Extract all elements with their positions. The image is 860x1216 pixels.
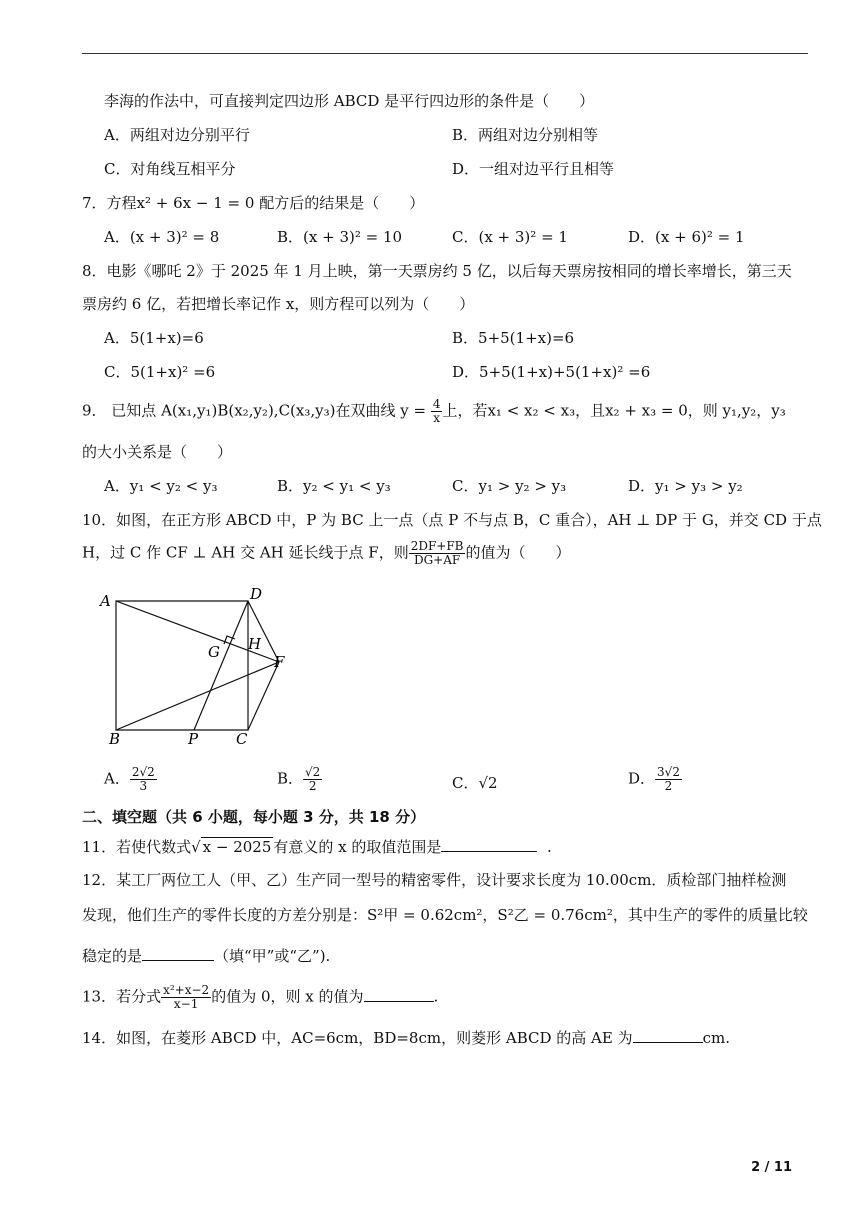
q9-option-a: A．y₁ < y₂ < y₃ bbox=[104, 477, 218, 495]
q12-line3 bbox=[82, 945, 330, 966]
line-cf bbox=[248, 662, 279, 730]
q14-part-a: 14．如图，在菱形 ABCD 中，AC=6cm，BD=8cm，则菱形 ABCD 的高 AE 为 bbox=[82, 1029, 633, 1047]
q9-stem-part-a: 9． 已知点 A(x₁,y₁)B(x₂,y₂),C(x₃,y₃)在双曲线 y = bbox=[82, 401, 431, 420]
q10-stem-part-a: H，过 C 作 CF ⊥ AH 交 AH 延长线于点 F，则 bbox=[82, 543, 409, 562]
label-d: D bbox=[250, 585, 263, 603]
q10-square-figure bbox=[96, 585, 296, 750]
q10-fraction bbox=[409, 540, 466, 567]
q8-stem-line1: 8．电影《哪吒 2》于 2025 年 1 月上映，第一天票房约 5 亿，以后每天票房按相同的增长率增长，第三天 bbox=[82, 262, 792, 280]
q10-frac-num: 2DF+FB bbox=[410, 539, 464, 553]
q11-stem: 11．若使代数式√ x − 2025 有意义的 x 的取值范围是 . bbox=[82, 838, 552, 856]
q14-stem bbox=[82, 1027, 730, 1048]
q9-option-c: C．y₁ > y₂ > y₃ bbox=[452, 477, 567, 495]
q10-option-a bbox=[104, 766, 157, 793]
q9-option-d: D．y₁ > y₃ > y₂ bbox=[628, 477, 743, 495]
q8-option-c: C．5(1+x)² =6 bbox=[104, 363, 216, 381]
q10-option-c bbox=[452, 772, 498, 793]
q10-option-d-den: 2 bbox=[664, 779, 673, 793]
q12-line2: 发现，他们生产的零件长度的方差分别是：S²甲 = 0.62cm²，S²乙 = 0.76cm²，其中生产的零件的质量比较 bbox=[82, 906, 808, 924]
q10-option-d-frac bbox=[655, 766, 682, 793]
label-p: P bbox=[188, 730, 199, 748]
page-number: 2 / 11 bbox=[751, 1160, 792, 1175]
q8-option-a: A．5(1+x)=6 bbox=[104, 329, 204, 347]
q7-option-c: C．(x + 3)² = 1 bbox=[452, 228, 568, 246]
label-b: B bbox=[109, 730, 121, 748]
q8-option-d: D．5+5(1+x)+5(1+x)² =6 bbox=[452, 363, 651, 381]
q13-frac-num: x²+x−2 bbox=[163, 983, 210, 997]
q10-option-a-frac bbox=[130, 766, 157, 793]
q10-stem-line2 bbox=[82, 540, 571, 567]
q10-option-b-num: √2 bbox=[305, 765, 321, 779]
label-c: C bbox=[236, 730, 248, 748]
q12-line3-a: 稳定的是 bbox=[82, 947, 143, 965]
q13-part-a: 13．若分式 bbox=[82, 987, 162, 1006]
q10-option-d-num: 3√2 bbox=[657, 765, 680, 779]
q7-option-b: B．(x + 3)² = 10 bbox=[277, 228, 403, 246]
q10-option-b-den: 2 bbox=[308, 779, 317, 793]
q13-frac-den: x−1 bbox=[173, 997, 199, 1011]
q14-answer-blank[interactable] bbox=[633, 1028, 703, 1043]
line-bf bbox=[116, 662, 279, 730]
q13-stem bbox=[82, 984, 438, 1011]
q13-answer-blank[interactable] bbox=[364, 987, 434, 1002]
q10-option-c-prefix: C． bbox=[452, 774, 479, 792]
q11-end: . bbox=[546, 838, 552, 856]
q6-option-c: C．对角线互相平分 bbox=[104, 160, 236, 178]
q12-line3-b: （填“甲”或“乙”). bbox=[214, 947, 331, 965]
q6-option-b: B．两组对边分别相等 bbox=[452, 126, 599, 144]
q6-stem: 李海的作法中，可直接判定四边形 ABCD 是平行四边形的条件是（ ） bbox=[104, 92, 595, 110]
q7-option-d: D．(x + 6)² = 1 bbox=[628, 228, 745, 246]
square-abcd bbox=[116, 601, 248, 730]
q9-stem-part-b: 上，若x₁ < x₂ < x₃，且x₂ + x₃ = 0，则 y₁,y₂，y₃ bbox=[442, 401, 786, 420]
q11-answer-blank[interactable] bbox=[441, 837, 537, 852]
q8-option-b: B．5+5(1+x)=6 bbox=[452, 329, 575, 347]
q14-part-b: cm. bbox=[702, 1029, 730, 1047]
label-h: H bbox=[248, 635, 262, 653]
q8-stem-line2: 票房约 6 亿，若把增长率记作 x，则方程可以列为（ ） bbox=[82, 295, 475, 313]
q13-fraction bbox=[161, 984, 211, 1011]
q10-option-b bbox=[277, 766, 322, 793]
q10-option-d bbox=[628, 766, 682, 793]
q9-frac-den: x bbox=[433, 411, 441, 425]
q6-option-d: D．一组对边平行且相等 bbox=[452, 160, 615, 178]
q9-fraction bbox=[431, 398, 443, 425]
q10-option-a-num: 2√2 bbox=[131, 765, 155, 779]
q7-stem: 7．方程x² + 6x − 1 = 0 配方后的结果是（ ） bbox=[82, 194, 425, 212]
q10-option-a-den: 3 bbox=[139, 779, 148, 793]
q9-option-b: B．y₂ < y₁ < y₃ bbox=[277, 477, 391, 495]
q10-option-a-prefix: A． bbox=[104, 769, 130, 788]
q9-frac-num: 4 bbox=[432, 397, 441, 411]
q7-option-a: A．(x + 3)² = 8 bbox=[104, 228, 220, 246]
q12-answer-blank[interactable] bbox=[142, 946, 214, 961]
q10-option-b-prefix: B． bbox=[277, 769, 304, 788]
q11-part-b: 有意义的 x 的取值范围是 bbox=[273, 838, 442, 856]
q10-stem-line1: 10．如图，在正方形 ABCD 中，P 为 BC 上一点（点 P 不与点 B，C 重合），AH ⊥ DP 于 G，并交 CD 于点 bbox=[82, 511, 822, 529]
q13-end: . bbox=[433, 987, 439, 1006]
line-dp bbox=[194, 601, 248, 730]
q12-line1: 12．某工厂两位工人（甲、乙）生产同一型号的精密零件，设计要求长度为 10.00cm．质检部门抽样检测 bbox=[82, 871, 787, 889]
q10-frac-den: DG+AF bbox=[413, 553, 461, 567]
q11-radicand: x − 2025 bbox=[202, 838, 272, 856]
q9-stem-line2: 的大小关系是（ ） bbox=[82, 443, 233, 461]
q10-option-b-frac bbox=[303, 766, 322, 793]
q9-stem-line1 bbox=[82, 398, 786, 425]
q13-part-b: 的值为 0，则 x 的值为 bbox=[211, 987, 364, 1006]
q6-option-a: A．两组对边分别平行 bbox=[104, 126, 250, 144]
q11-part-a: 11．若使代数式 bbox=[82, 838, 192, 856]
header-rule bbox=[82, 53, 808, 54]
label-g: G bbox=[208, 643, 220, 661]
q10-option-c-value: √2 bbox=[478, 774, 498, 792]
q10-option-d-prefix: D． bbox=[628, 769, 656, 788]
label-f: F bbox=[274, 653, 285, 671]
q10-stem-part-b: 的值为（ ） bbox=[465, 543, 571, 562]
section-2-heading: 二、填空题（共 6 小题，每小题 3 分，共 18 分） bbox=[82, 808, 426, 826]
label-a: A bbox=[100, 592, 111, 610]
